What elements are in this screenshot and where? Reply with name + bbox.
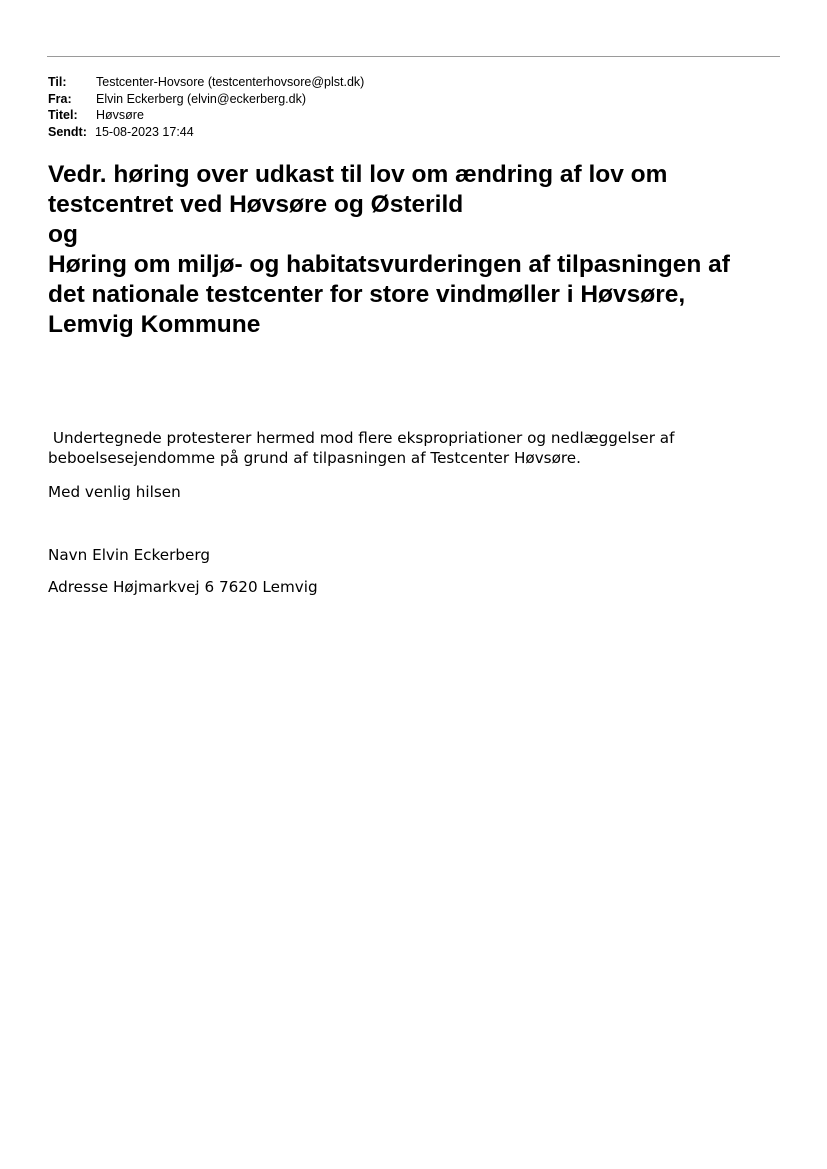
from-row (48, 91, 364, 108)
intro-line: Undertegnede protesterer hermed mod flere ekspropriationer og nedlæggelser af (48, 429, 675, 447)
to-value: Testcenter-Hovsore (testcenterhovsore@plst.dk) (96, 75, 365, 89)
from-label: Fra: (48, 91, 72, 106)
to-row (48, 74, 364, 91)
title-line: det nationale testcenter for store vindmøller i Høvsøre, (48, 281, 686, 308)
page-title (48, 160, 788, 340)
subject-row (48, 107, 364, 124)
signature-name: Navn Elvin Eckerberg (48, 546, 210, 564)
title-line: Vedr. høring over udkast til lov om ændring af lov om (48, 161, 668, 188)
sent-label: Sendt: (48, 124, 87, 139)
signature-address: Adresse Højmarkvej 6 7620 Lemvig (48, 578, 318, 596)
intro-paragraph (48, 428, 674, 468)
greeting: Med venlig hilsen (48, 483, 181, 501)
title-line: testcentret ved Høvsøre og Østerild (48, 191, 464, 218)
from-value: Elvin Eckerberg (elvin@eckerberg.dk) (96, 91, 306, 106)
sent-row (48, 124, 364, 141)
title-line: Høring om miljø- og habitatsvurderingen af tilpasningen af (48, 251, 730, 278)
to-label: Til: (48, 75, 67, 89)
sent-value: 15-08-2023 17:44 (95, 124, 194, 139)
email-headers (48, 74, 364, 140)
subject-value: Høvsøre (96, 108, 144, 122)
title-line: Lemvig Kommune (48, 311, 261, 338)
title-line: og (48, 221, 78, 248)
subject-label: Titel: (48, 108, 78, 122)
header-divider (47, 56, 780, 57)
intro-line: beboelsesejendomme på grund af tilpasningen af Testcenter Høvsøre. (48, 449, 581, 467)
